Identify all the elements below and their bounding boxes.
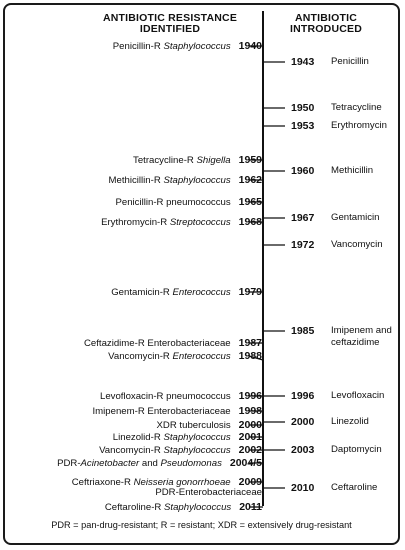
resistance-year: 2011 xyxy=(239,501,262,513)
antibiotic-name: Imipenem and ceftazidime xyxy=(331,325,392,348)
resistance-row xyxy=(99,444,262,457)
resistance-year: 2001 xyxy=(238,431,262,443)
resistance-year: 1998 xyxy=(238,405,262,417)
resistance-label: Tetracycline-R xyxy=(133,155,197,166)
organism-name: Streptococcus xyxy=(169,217,231,228)
organism-name: Enterococcus xyxy=(172,287,231,298)
introduced-row xyxy=(291,416,369,429)
organism-name: Staphylococcus xyxy=(163,175,231,186)
resistance-row xyxy=(57,457,262,470)
resistance-label-connector: and xyxy=(139,458,161,469)
resistance-year: 2000 xyxy=(238,419,262,431)
resistance-label: Imipenem-R Enterobacteriaceae xyxy=(92,406,231,417)
introduced-year: 1967 xyxy=(291,212,315,224)
resistance-label: Penicillin-R pneumococcus xyxy=(115,197,231,208)
antibiotic-name: Daptomycin xyxy=(331,444,382,455)
antibiotic-name: Penicillin xyxy=(331,56,369,67)
resistance-label: Ceftaroline-R xyxy=(104,502,165,513)
resistance-row xyxy=(100,390,262,403)
resistance-label: Gentamicin-R xyxy=(111,287,173,298)
introduced-year: 1950 xyxy=(291,102,315,114)
resistance-year: 1988 xyxy=(238,350,262,362)
introduced-row xyxy=(291,239,383,252)
organism-name: Staphylococcus xyxy=(163,41,231,52)
resistance-year: 1996 xyxy=(238,390,262,402)
resistance-row xyxy=(108,350,262,363)
introduced-row xyxy=(291,325,392,349)
introduced-year: 1972 xyxy=(291,239,315,251)
resistance-label: Vancomycin-R xyxy=(99,445,164,456)
resistance-label: Ceftriaxone-R xyxy=(71,477,134,488)
resistance-year: 1962 xyxy=(238,174,262,186)
resistance-row xyxy=(113,40,262,53)
introduced-row xyxy=(291,102,382,115)
introduced-year: 1960 xyxy=(291,165,315,177)
introduced-year: 2000 xyxy=(291,416,315,428)
organism-name: Acinetobacter xyxy=(80,458,140,469)
introduced-row xyxy=(291,120,387,133)
introduced-row xyxy=(291,56,369,69)
antibiotic-name: Linezolid xyxy=(331,416,369,427)
resistance-year: 1987 xyxy=(238,337,262,349)
resistance-year: 1968 xyxy=(238,216,262,228)
resistance-year: 2002 xyxy=(238,444,262,456)
introduced-row xyxy=(291,482,377,495)
resistance-year: 1959 xyxy=(238,154,262,166)
resistance-row xyxy=(133,154,262,167)
organism-name: Staphylococcus xyxy=(163,432,231,443)
resistance-year: 2004/5 xyxy=(229,457,262,469)
resistance-row xyxy=(113,431,262,444)
organism-name: Neisseria gonorrhoeae xyxy=(133,477,231,488)
resistance-row xyxy=(111,286,262,299)
resistance-row xyxy=(115,196,262,209)
resistance-year: 1940 xyxy=(238,40,262,52)
introduced-year: 1996 xyxy=(291,390,315,402)
organism-name: Pseudomonas xyxy=(160,458,222,469)
resistance-row xyxy=(84,337,262,350)
resistance-row xyxy=(155,487,262,499)
introduced-row xyxy=(291,390,384,403)
resistance-year: 1979 xyxy=(238,286,262,298)
resistance-label: XDR tuberculosis xyxy=(156,420,231,431)
introduced-row xyxy=(291,212,380,225)
introduced-row xyxy=(291,165,373,178)
introduced-header-text: ANTIBIOTIC INTRODUCED xyxy=(290,12,362,35)
resistance-label: Ceftazidime-R Enterobacteriaceae xyxy=(83,338,231,349)
introduced-year: 2003 xyxy=(291,444,315,456)
introduced-year: 1943 xyxy=(291,56,315,68)
resistance-label: Levofloxacin-R pneumococcus xyxy=(99,391,231,402)
resistance-header-text: ANTIBIOTIC RESISTANCE IDENTIFIED xyxy=(102,12,238,35)
resistance-row xyxy=(105,501,262,514)
resistance-label: PDR- xyxy=(57,458,81,469)
introduced-year: 1953 xyxy=(291,120,315,132)
organism-name: Enterococcus xyxy=(172,351,231,362)
resistance-label: PDR-Enterobacteriaceae xyxy=(155,487,262,498)
resistance-year: 1965 xyxy=(238,196,262,208)
antibiotic-name: Erythromycin xyxy=(331,120,387,131)
resistance-label: Methicillin-R xyxy=(108,175,164,186)
antibiotic-name: Gentamicin xyxy=(331,212,380,223)
antibiotic-name: Tetracycline xyxy=(331,102,382,113)
resistance-label: Erythromycin-R xyxy=(101,217,170,228)
antibiotic-name: Ceftaroline xyxy=(331,482,378,493)
resistance-label: Penicillin-R xyxy=(112,41,164,52)
organism-name: Shigella xyxy=(196,155,231,166)
antibiotic-name: Methicillin xyxy=(331,165,374,176)
resistance-row xyxy=(93,405,262,418)
antibiotic-name: Levofloxacin xyxy=(331,390,385,401)
resistance-row xyxy=(109,174,262,187)
organism-name: Staphylococcus xyxy=(163,445,231,456)
resistance-year: 2009 xyxy=(238,476,262,488)
resistance-label: Linezolid-R xyxy=(112,432,164,443)
footer-note: PDR = pan-drug-resistant; R = resistant; XDR = extensively drug-resistant xyxy=(51,520,352,530)
resistance-label: Vancomycin-R xyxy=(108,351,173,362)
introduced-year: 1985 xyxy=(291,325,315,337)
resistance-row xyxy=(101,216,262,229)
organism-name: Staphylococcus xyxy=(164,502,232,513)
antibiotic-name: Vancomycin xyxy=(331,239,383,250)
introduced-year: 2010 xyxy=(291,482,315,494)
introduced-row xyxy=(291,444,382,457)
